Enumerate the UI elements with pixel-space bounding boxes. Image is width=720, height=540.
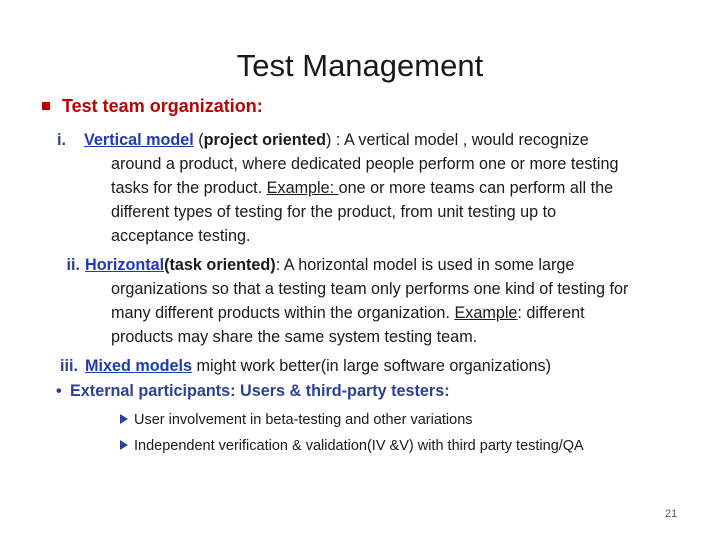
example-label: Example: [454, 304, 518, 322]
section-heading: [42, 96, 263, 117]
triangle-bullet-icon: [120, 414, 128, 424]
term-mixed-models: Mixed models: [85, 357, 193, 375]
slide-title: Test Management: [236, 48, 484, 83]
list-numeral: ii.: [66, 256, 80, 274]
list-item-continuation: around a product, where dedicated people perform one or more testing tasks for the product. Example: one or more teams can perform all the different types of testing for the product, from unit testing up to acceptance testing.: [111, 155, 619, 245]
example-label: Example:: [266, 179, 339, 197]
sub-item-beta: User involvement in beta-testing and other variations: [120, 412, 473, 428]
qualifier: project oriented: [203, 131, 326, 149]
qualifier: (task oriented): [164, 256, 276, 274]
square-bullet-icon: [42, 102, 50, 110]
page-number: 21: [665, 508, 678, 520]
list-item-body: Vertical model (project oriented) : A vertical model , would recognize: [84, 131, 589, 149]
sub-item-ivv: Independent verification & validation(IV &V) with third party testing/QA: [120, 438, 584, 454]
list-item-continuation: organizations so that a testing team only performs one kind of testing for many different products within the organization. Example: different products may share the same system testing team.: [111, 280, 629, 346]
round-bullet-icon: •: [56, 382, 62, 400]
list-numeral: i.: [57, 131, 66, 149]
list-item-body: Mixed models might work better(in large software organizations): [85, 357, 552, 375]
external-participants: [56, 382, 450, 401]
list-numeral: iii.: [60, 357, 78, 375]
external-participants-label: External participants: Users & third-party testers:: [70, 382, 450, 400]
term-vertical-model: Vertical model: [84, 131, 194, 149]
section-heading-label: Test team organization:: [62, 96, 263, 116]
term-horizontal: Horizontal: [85, 256, 165, 274]
list-item-body: Horizontal(task oriented): A horizontal model is used in some large: [85, 256, 575, 274]
triangle-bullet-icon: [120, 440, 128, 450]
